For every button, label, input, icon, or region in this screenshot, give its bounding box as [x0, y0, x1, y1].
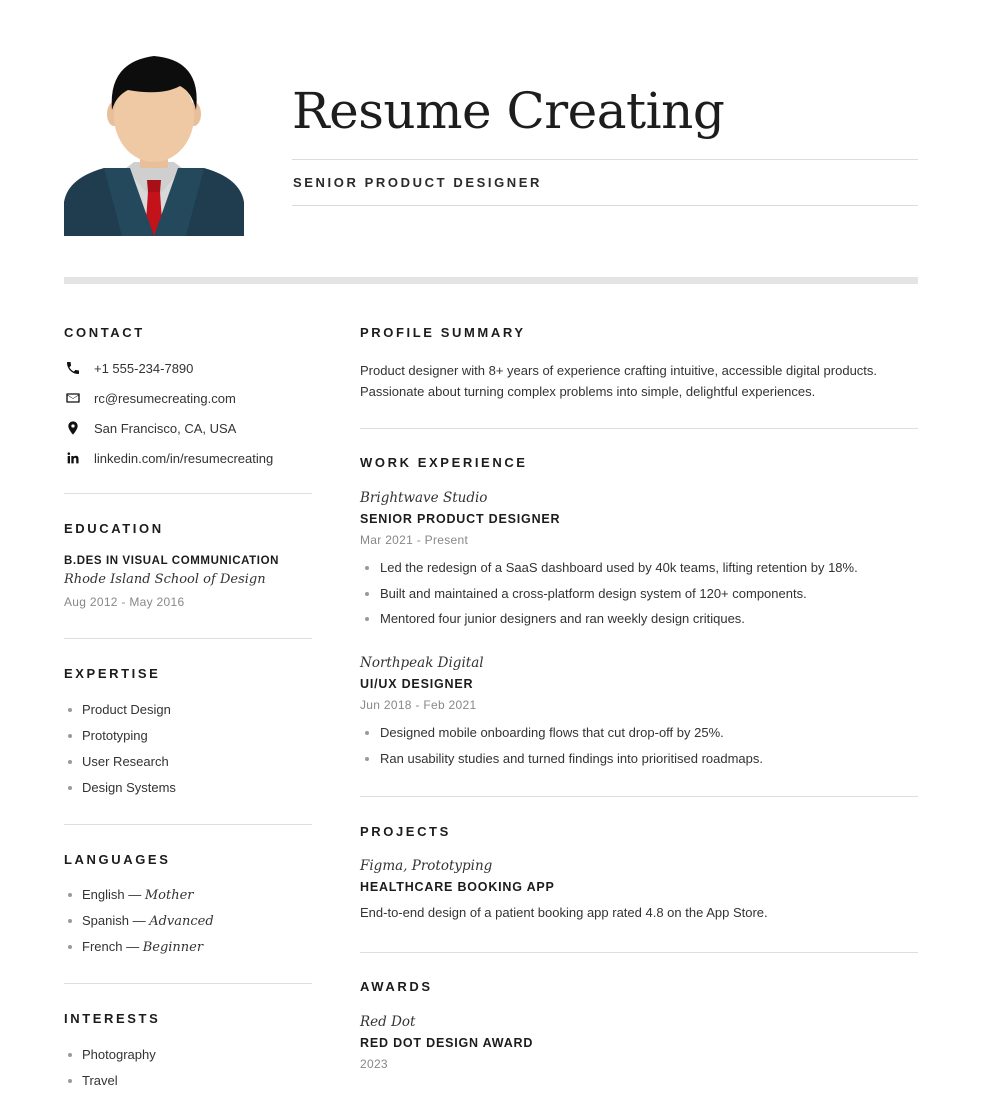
project-tools: Figma, Prototyping [360, 858, 493, 874]
projects-title: PROJECTS [360, 824, 451, 839]
contact-title: CONTACT [64, 325, 145, 340]
list-item: User Research [64, 752, 176, 778]
experience-title: WORK EXPERIENCE [360, 455, 528, 470]
left-divider [64, 493, 312, 494]
list-item: Product Design [64, 700, 176, 726]
job-bullets [360, 723, 763, 774]
job-dates: Jun 2018 - Feb 2021 [360, 698, 477, 712]
summary-text: Product designer with 8+ years of experience crafting intuitive, accessible digital products. Passionate about turning complex problems into simple, delightful experiences. [360, 363, 878, 399]
contact-phone [64, 358, 193, 378]
awards-title: AWARDS [360, 979, 433, 994]
list-item: Mentored four junior designers and ran weekly design critiques. [360, 609, 858, 635]
person-avatar-icon [64, 52, 244, 236]
job-bullets [360, 558, 858, 635]
list-item: Designed mobile onboarding flows that cut drop-off by 25%. [360, 723, 763, 749]
resume-name: Resume Creating [292, 82, 725, 140]
linkedin-icon [64, 449, 82, 467]
list-item: English — Mother [64, 885, 214, 911]
list-item: Design Systems [64, 778, 176, 804]
summary-title: PROFILE SUMMARY [360, 325, 526, 340]
list-item: Travel [64, 1071, 156, 1097]
interests-title: INTERESTS [64, 1011, 161, 1026]
list-item: Prototyping [64, 726, 176, 752]
mail-icon [64, 389, 82, 407]
interests-list [64, 1045, 156, 1097]
education-dates: Aug 2012 - May 2016 [64, 595, 185, 609]
linkedin-link[interactable]: linkedin.com/in/resumecreating [94, 450, 274, 466]
award-issuer: Red Dot [360, 1014, 416, 1030]
contact-location [64, 418, 236, 438]
education-title: EDUCATION [64, 521, 164, 536]
left-divider [64, 638, 312, 639]
right-divider [360, 796, 918, 797]
job-title: SENIOR PRODUCT DESIGNER [360, 512, 561, 526]
job-company: Brightwave Studio [360, 490, 488, 506]
header-divider-top [292, 159, 918, 160]
list-item: Ran usability studies and turned findings into prioritised roadmaps. [360, 749, 763, 775]
right-divider [360, 428, 918, 429]
list-item: Led the redesign of a SaaS dashboard used by 40k teams, lifting retention by 18%. [360, 558, 858, 584]
list-item: Spanish — Advanced [64, 911, 214, 937]
award-year: 2023 [360, 1057, 388, 1071]
left-divider [64, 824, 312, 825]
job-company: Northpeak Digital [360, 655, 484, 671]
languages-title: LANGUAGES [64, 852, 171, 867]
languages-list [64, 885, 214, 963]
header-divider-bottom [292, 205, 918, 206]
list-item: Photography [64, 1045, 156, 1071]
resume-role: SENIOR PRODUCT DESIGNER [293, 175, 543, 190]
right-divider [360, 952, 918, 953]
education-degree: B.DES IN VISUAL COMMUNICATION [64, 555, 280, 567]
contact-email [64, 388, 236, 408]
phone-text: +1 555-234-7890 [94, 360, 194, 376]
list-item: French — Beginner [64, 937, 214, 963]
list-item: Built and maintained a cross-platform design system of 120+ components. [360, 584, 858, 610]
left-divider [64, 983, 312, 984]
contact-linkedin [64, 448, 273, 468]
expertise-list [64, 700, 176, 804]
job-dates: Mar 2021 - Present [360, 533, 469, 547]
location-pin-icon [64, 419, 82, 437]
expertise-title: EXPERTISE [64, 666, 161, 681]
job-title: UI/UX DESIGNER [360, 677, 474, 691]
email-link[interactable]: rc@resumecreating.com [94, 390, 236, 406]
education-school: Rhode Island School of Design [64, 572, 266, 587]
location-text: San Francisco, CA, USA [94, 420, 237, 436]
project-description: End-to-end design of a patient booking app rated 4.8 on the App Store. [360, 905, 768, 920]
project-name: HEALTHCARE BOOKING APP [360, 880, 555, 894]
phone-icon [64, 359, 82, 377]
header-separator-bar [64, 277, 918, 284]
award-name: RED DOT DESIGN AWARD [360, 1036, 534, 1050]
